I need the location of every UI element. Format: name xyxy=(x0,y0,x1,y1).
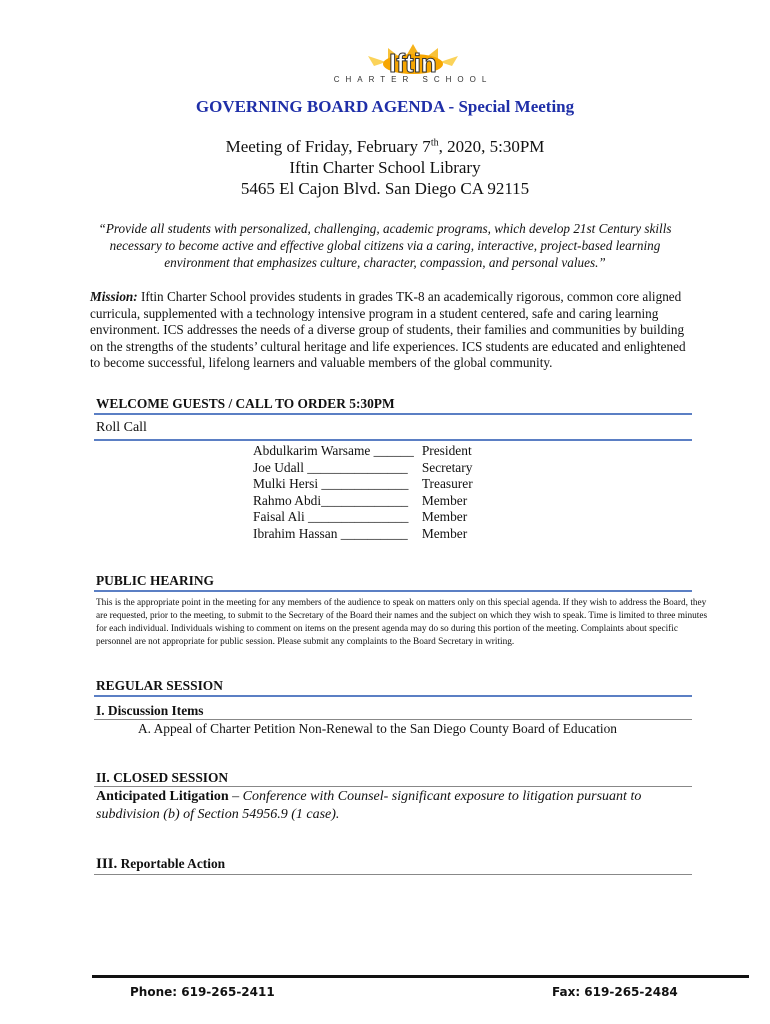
member-row: Ibrahim Hassan __________ Member xyxy=(253,525,468,541)
page-title: GOVERNING BOARD AGENDA - Special Meeting xyxy=(195,97,575,116)
regular-session-heading: REGULAR SESSION xyxy=(96,678,223,693)
member-row: Abdulkarim Warsame ______ President xyxy=(253,443,472,458)
member-row: Rahmo Abdi_____________ Member xyxy=(253,492,468,508)
reportable-action-heading: III. Reportable Action xyxy=(96,856,226,872)
section-divider xyxy=(94,590,692,592)
section-divider xyxy=(94,695,692,697)
vision-statement: “Provide all students with personalized, challenging, academic programs, which develop 21st Century skills necessary to become active and effective global citizens via a caring, interactive, project-based learning environment that emphasizes culture, character, compassion, and personal values.” xyxy=(98,221,672,270)
meeting-date: Meeting of Friday, February 7th, 2020, 5:30PM xyxy=(225,137,545,156)
meeting-address: 5465 El Cajon Blvd. San Diego CA 92115 xyxy=(240,179,530,198)
footer-fax: Fax: 619-265-2484 xyxy=(552,985,678,999)
mission-label: Mission: xyxy=(90,289,138,304)
anticipated-litigation: Anticipated Litigation – Conference with Counsel- significant exposure to litigation pursuant to subdivision (b) of Section 54956.9 (1 case). xyxy=(96,789,642,822)
closed-session-heading: II. CLOSED SESSION xyxy=(96,770,229,785)
public-hearing-heading: PUBLIC HEARING xyxy=(96,573,214,588)
section-divider xyxy=(94,719,692,720)
section-divider xyxy=(94,786,692,787)
member-row: Mulki Hersi _____________ Treasurer xyxy=(253,476,473,491)
section-divider xyxy=(94,413,692,415)
member-row: Joe Udall _______________ Secretary xyxy=(253,459,473,475)
roll-call-label: Roll Call xyxy=(96,420,147,435)
section-divider xyxy=(94,439,692,441)
section-divider xyxy=(94,874,692,875)
meeting-location: Iftin Charter School Library xyxy=(289,158,481,177)
discussion-items-heading: I. Discussion Items xyxy=(96,703,204,718)
public-hearing-text: This is the appropriate point in the meeting for any members of the audience to speak on matters only on this special agenda. If they wish to address the Board, they are requested, prior to the meeting, to submit to the Secretary of the Board their names and the subject on which they wish to speak. Time is limited to three minutes for each individual. Individuals wishing to comment on items on the present agenda may do so during this portion of the meeting. Complaints about specific personnel are not appropriate for public session. Please submit any complaints to the Board Secretary in writing. xyxy=(96,598,708,647)
school-logo xyxy=(318,44,508,86)
members-table xyxy=(253,443,473,542)
discussion-item: A. Appeal of Charter Petition Non-Renewal to the San Diego County Board of Education xyxy=(138,721,617,736)
logo-subtitle: CHARTER SCHOOL xyxy=(333,75,493,84)
welcome-heading: WELCOME GUESTS / CALL TO ORDER 5:30PM xyxy=(96,396,395,411)
footer-phone: Phone: 619-265-2411 xyxy=(130,985,275,999)
footer-divider xyxy=(92,975,749,978)
member-row: Faisal Ali _______________ Member xyxy=(253,509,468,524)
mission-statement: Mission: Iftin Charter School provides students in grades TK-8 an academically rigorous, common core aligned curricula, supplemented with a technology intensive program in a student centered, safe and caring learning environment. ICS addresses the needs of a diverse group of students, their families and communities by building on the strengths of the students’ cultural heritage and life experiences. ICS students are educated and enlightened to become successful, lifelong learners and valuable members of the global community. xyxy=(90,289,686,370)
logo-wordmark: Iftin xyxy=(389,48,437,78)
